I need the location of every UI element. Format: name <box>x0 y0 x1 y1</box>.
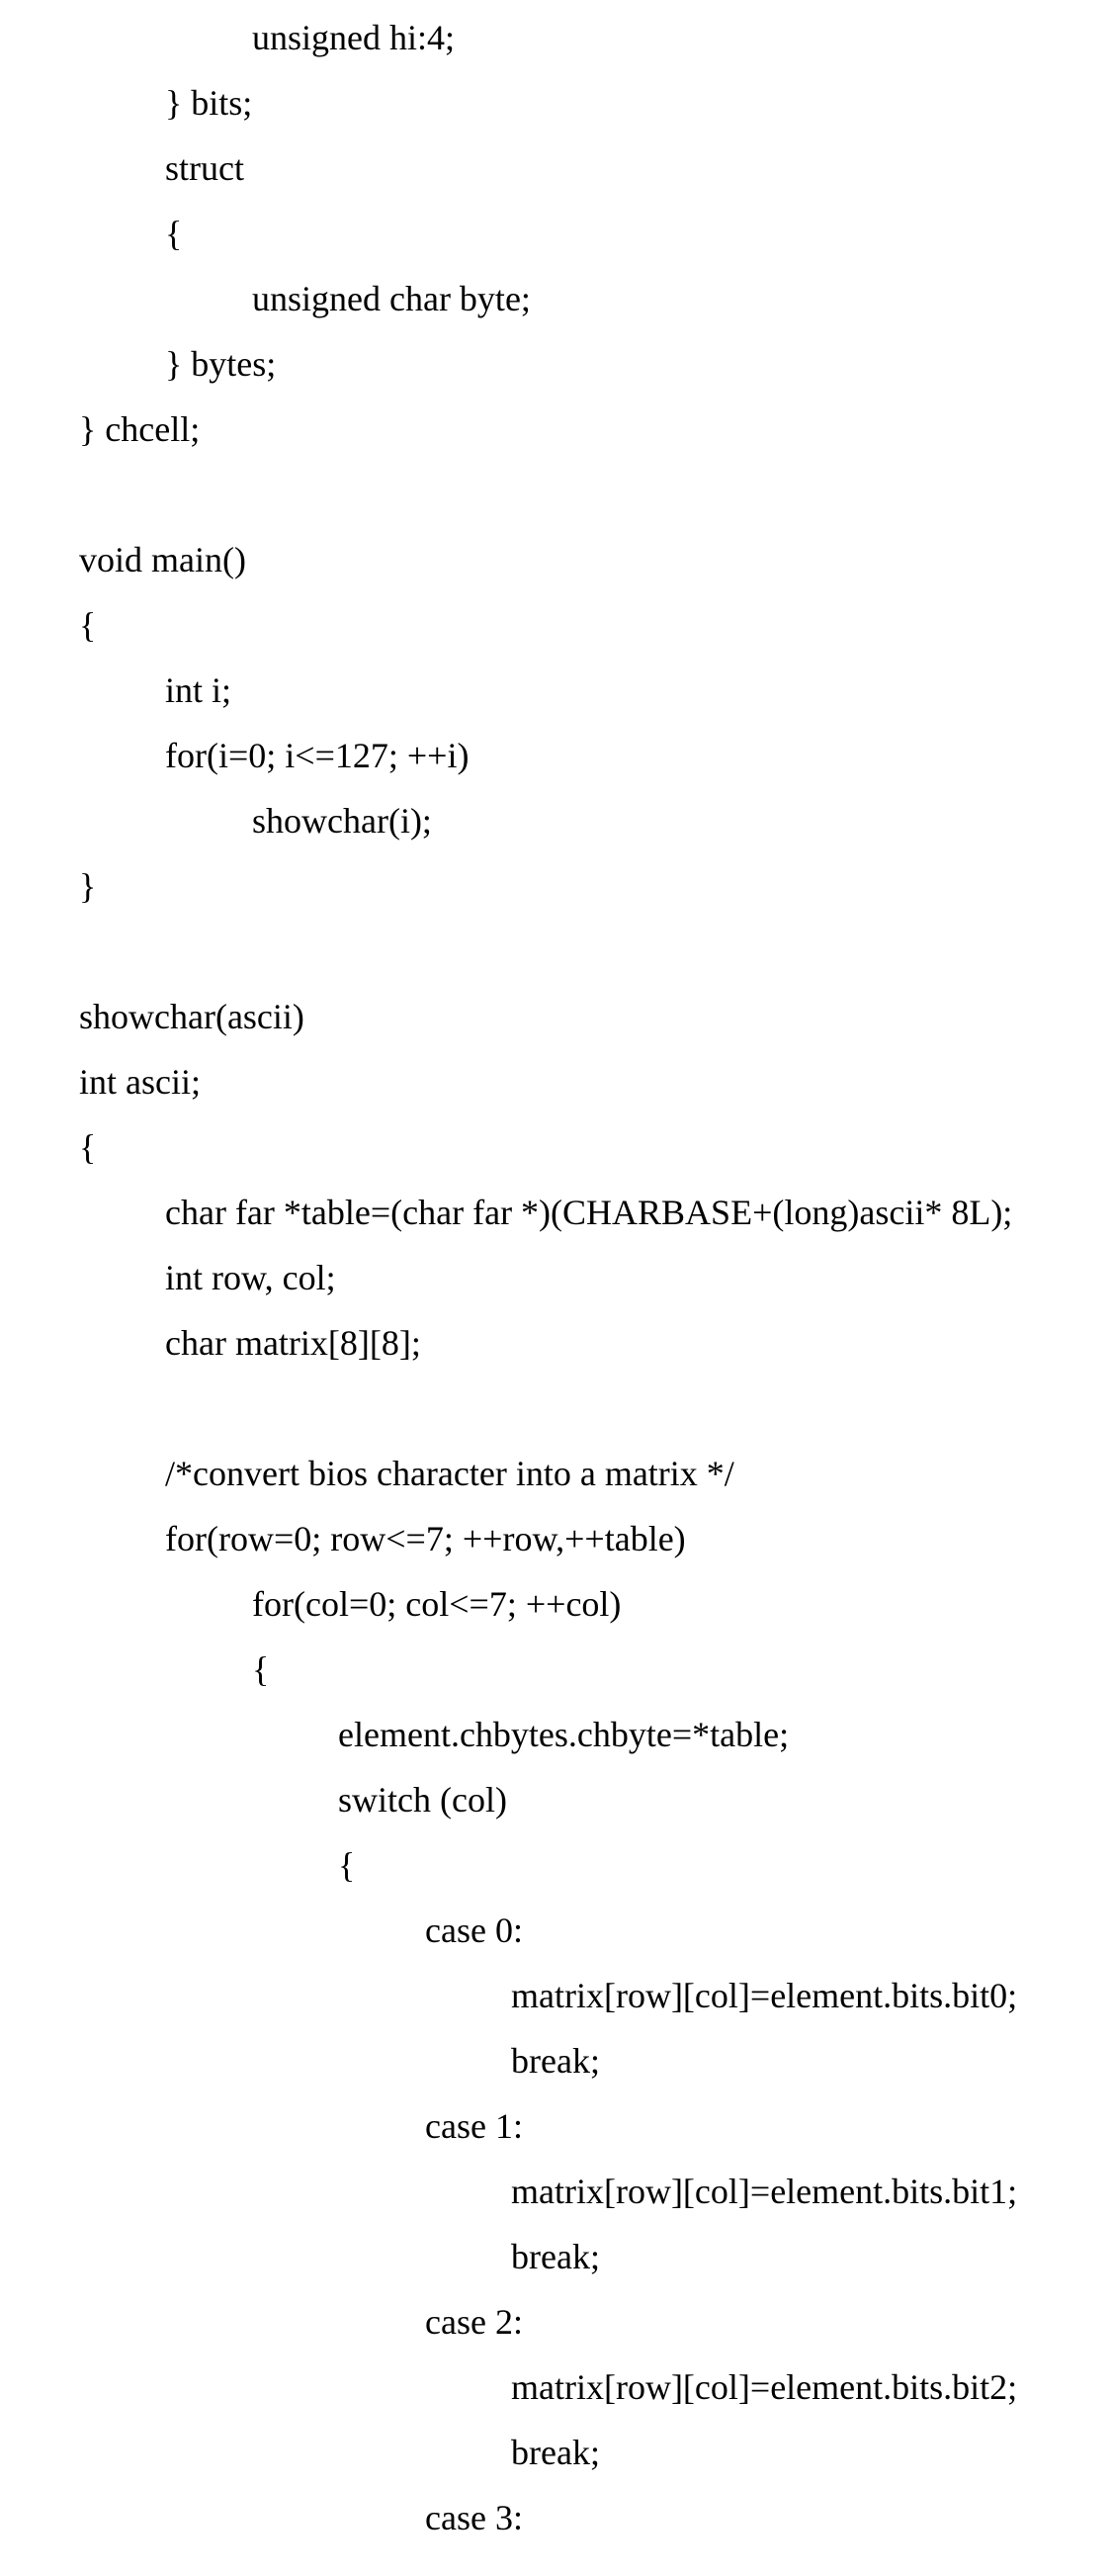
code-line: case 2: <box>425 2302 523 2342</box>
code-line: } chcell; <box>79 409 201 449</box>
code-line: unsigned char byte; <box>252 279 531 318</box>
code-line: break; <box>511 2237 600 2276</box>
code-line: struct <box>165 148 244 188</box>
code-line: case 0: <box>425 1910 523 1950</box>
code-line: } bytes; <box>165 344 277 384</box>
code-line: { <box>165 214 183 253</box>
code-line: break; <box>511 2041 600 2081</box>
code-line: { <box>338 1845 356 1885</box>
code-line: showchar(i); <box>252 801 432 841</box>
code-line: matrix[row][col]=element.bits.bit1; <box>511 2172 1018 2211</box>
code-line: unsigned hi:4; <box>252 18 455 57</box>
code-line: int i; <box>165 670 232 710</box>
code-line: showchar(ascii) <box>79 997 304 1036</box>
code-line: case 1: <box>425 2106 523 2146</box>
code-line: } <box>79 866 97 906</box>
code-line: for(i=0; i<=127; ++i) <box>165 736 470 775</box>
code-line: { <box>79 605 97 645</box>
code-line: { <box>79 1127 97 1167</box>
code-line: void main() <box>79 540 246 579</box>
code-line: { <box>252 1649 270 1689</box>
code-line: /*convert bios character into a matrix */ <box>165 1454 734 1493</box>
code-line: matrix[row][col]=element.bits.bit2; <box>511 2367 1018 2407</box>
code-line: switch (col) <box>338 1780 507 1820</box>
code-line: case 3: <box>425 2498 523 2537</box>
code-line: break; <box>511 2433 600 2472</box>
code-line: int ascii; <box>79 1062 201 1102</box>
code-line: for(col=0; col<=7; ++col) <box>252 1584 622 1624</box>
code-line: char far *table=(char far *)(CHARBASE+(long)ascii* 8L); <box>165 1193 1013 1232</box>
code-line: element.chbytes.chbyte=*table; <box>338 1715 790 1754</box>
code-line: } bits; <box>165 83 253 123</box>
code-line: char matrix[8][8]; <box>165 1323 421 1363</box>
code-line: for(row=0; row<=7; ++row,++table) <box>165 1519 686 1558</box>
code-line: matrix[row][col]=element.bits.bit0; <box>511 1976 1018 2015</box>
code-line: int row, col; <box>165 1258 336 1297</box>
